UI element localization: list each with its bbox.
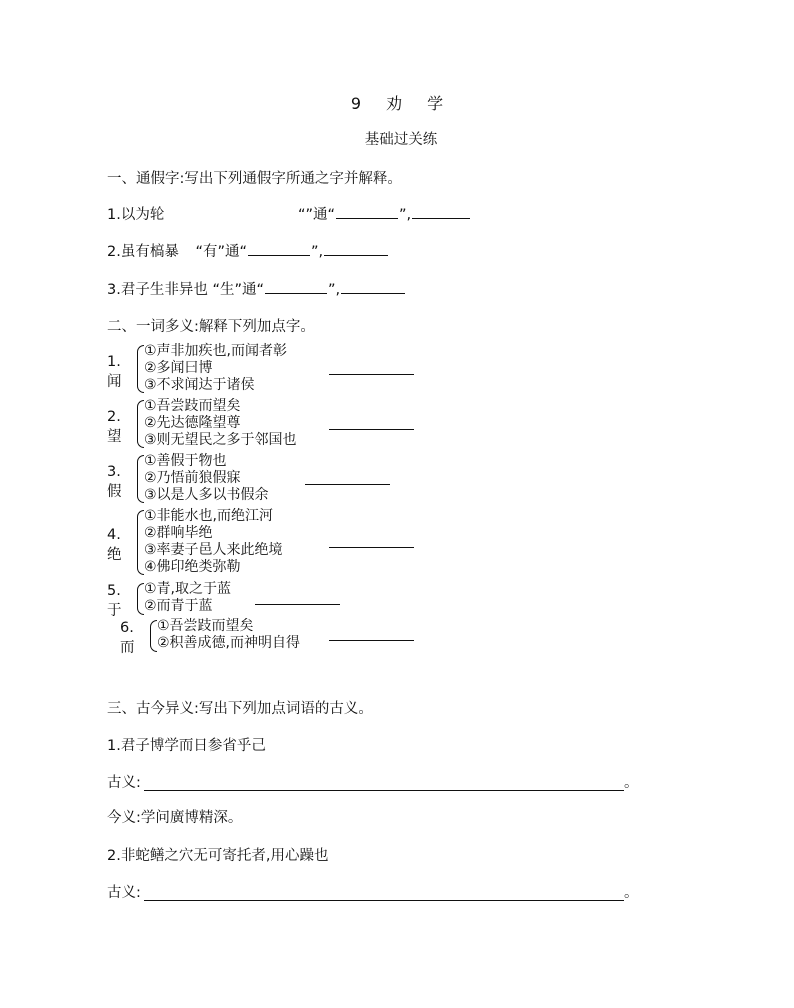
s1-q2-comma: ”, (311, 244, 324, 260)
group-item: ①声非加疾也,而闻者彰 (144, 343, 288, 359)
group-item: ②而青于蓝 (144, 598, 213, 614)
group-item: ③率妻子邑人来此绝境 (144, 542, 283, 558)
s1-q3 (107, 278, 406, 299)
s1-q1-answer (298, 203, 471, 224)
s1-q1-comma: ”, (399, 207, 412, 223)
answer-line-yu[interactable] (255, 604, 340, 605)
group-item: ①青,取之于蓝 (144, 581, 232, 597)
s1-q3-text: 3.君子生非异也 (107, 282, 208, 298)
s1-q2-tong: “有”通“ (195, 244, 247, 260)
s3-q1-gu-label: 古义: (107, 775, 141, 791)
page-subtitle: 基础过关练 (364, 132, 438, 148)
s1-q3-tong: “生”通“ (212, 282, 264, 298)
s3-q2-text: 2.非蛇鳝之穴无可寄托者,用心躁也 (107, 848, 329, 864)
group-item: ②群响毕绝 (144, 525, 213, 541)
page-title: 9 劝 学 (350, 94, 454, 113)
brace-icon (137, 583, 144, 615)
section3-heading: 三、古今异义:写出下列加点词语的古义。 (107, 701, 373, 717)
group-item: ①非能水也,而绝江河 (144, 508, 274, 524)
group-item: ①吾尝跂而望矣 (144, 398, 241, 414)
group-label: 6.而 (120, 620, 135, 656)
group-label: 3.假 (107, 464, 122, 500)
s1-q2 (107, 240, 389, 261)
group-item: ③则无望民之多于邻国也 (144, 432, 297, 448)
brace-icon (137, 455, 144, 503)
s1-q2-text: 2.虽有槁暴 (107, 244, 179, 260)
section1-heading: 一、通假字:写出下列通假字所通之字并解释。 (107, 171, 402, 187)
group-label: 1.闻 (107, 354, 122, 390)
s1-q2-blank-meaning[interactable] (324, 240, 388, 256)
group-label: 5.于 (107, 583, 122, 619)
s3-q2-answer-line[interactable] (144, 900, 624, 901)
answer-line-er[interactable] (329, 640, 414, 641)
s1-q1-quote-open: “ (298, 207, 306, 223)
group-item: ②积善成德,而神明自得 (157, 635, 301, 651)
s1-q3-comma: ”, (328, 282, 341, 298)
s3-q1-end: 。 (624, 775, 639, 791)
group-label: 2.望 (107, 409, 122, 445)
s1-q2-blank-char[interactable] (248, 240, 310, 256)
s1-q1-blank-meaning[interactable] (412, 203, 470, 219)
group-item: ④佛印绝类弥勒 (144, 559, 241, 575)
section2-heading: 二、一词多义:解释下列加点字。 (107, 319, 315, 335)
s3-q2-gu-label: 古义: (107, 885, 141, 901)
group-item: ②先达德隆望尊 (144, 415, 241, 431)
group-item: ②乃悟前狼假寐 (144, 470, 241, 486)
group-item: ②多闻曰博 (144, 360, 213, 376)
s1-q1-text: 以为轮 (120, 207, 165, 223)
answer-line-wen[interactable] (329, 374, 414, 375)
s1-q1-tong: ”通“ (305, 207, 336, 223)
group-item: ③以是人多以书假余 (144, 487, 269, 503)
brace-icon (137, 510, 144, 575)
s1-q1-blank-char[interactable] (336, 203, 398, 219)
brace-icon (137, 345, 144, 393)
s3-q1-jin: 今义:学问廣博精深。 (107, 810, 243, 826)
s1-q1 (107, 203, 164, 224)
s3-q2-end: 。 (624, 885, 639, 901)
s1-q1-num: 1. (107, 207, 121, 223)
s1-q3-blank-char[interactable] (265, 278, 327, 294)
brace-icon (150, 620, 157, 652)
brace-icon (137, 400, 144, 448)
group-item: ①吾尝跂而望矣 (157, 618, 254, 634)
group-item: ①善假于物也 (144, 453, 227, 469)
answer-line-jue[interactable] (329, 547, 414, 548)
group-item: ③不求闻达于诸侯 (144, 377, 255, 393)
answer-line-wang[interactable] (329, 429, 414, 430)
group-label: 4.绝 (107, 527, 122, 563)
answer-line-jia[interactable] (305, 484, 390, 485)
s3-q1-answer-line[interactable] (144, 790, 624, 791)
s1-q3-blank-meaning[interactable] (341, 278, 405, 294)
s3-q1-text: 1.君子博学而日参省乎己 (107, 738, 266, 754)
